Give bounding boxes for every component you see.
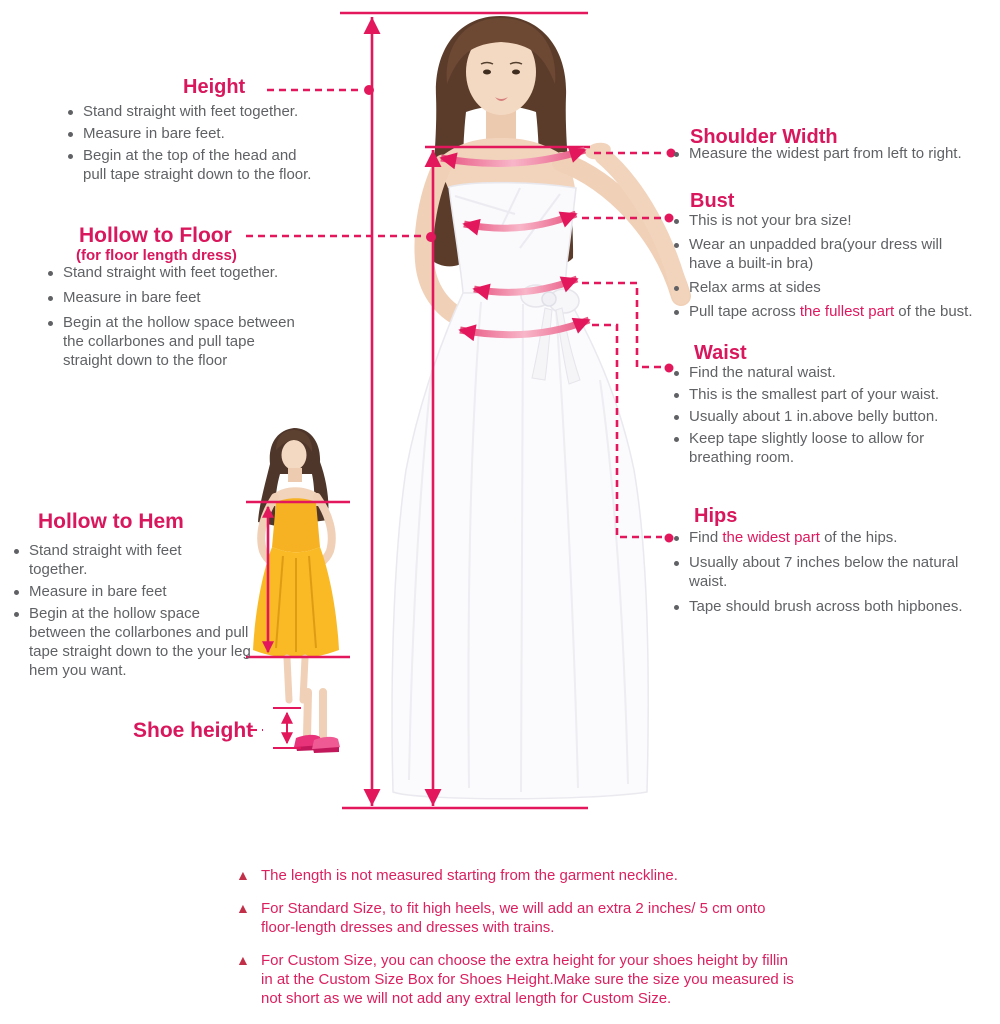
bullet-item: Stand straight with feet together.: [62, 102, 342, 121]
hips-band: [460, 320, 589, 335]
hollow-to-floor-title: Hollow to Floor: [79, 224, 232, 247]
hips-connector: [592, 325, 662, 537]
bullet-item: This is the smallest part of your waist.: [668, 385, 978, 404]
bullet-item: Measure the widest part from left to right.: [668, 144, 993, 163]
bullet-item: Stand straight with feet together.: [8, 541, 278, 579]
waist-title: Waist: [694, 342, 747, 364]
hollow-to-floor-bullets: [42, 263, 342, 376]
hollow-to-hem-title: Hollow to Hem: [38, 510, 184, 533]
shoulder-width-title: Shoulder Width: [690, 126, 838, 148]
note-item: ▲ For Custom Size, you can choose the extra height for your shoes height by fillin in at the Custom Size Box for Shoes Height.Make sure the size you measured is not short as we will not add any extral length for Custom Size.: [236, 951, 836, 1008]
shoe-height-title: Shoe height: [133, 719, 254, 742]
bust-band: [464, 214, 576, 228]
bullet-item: Begin at the hollow space between the collarbones and pull tape straight down to the floor: [42, 313, 342, 370]
bullet-item: Measure in bare feet.: [62, 124, 342, 143]
height-title: Height: [183, 76, 246, 98]
tape-bands: [441, 150, 589, 335]
hips-bullets: [668, 528, 983, 622]
note-item: ▲ The length is not measured starting from the garment neckline.: [236, 866, 836, 885]
bullet-item: Find the natural waist.: [668, 363, 978, 382]
hips-title: Hips: [694, 505, 738, 527]
bullet-item: Usually about 1 in.above belly button.: [668, 407, 978, 426]
model-figure: [392, 16, 681, 799]
bullet-item: Wear an unpadded bra(your dress will have a built-in bra): [668, 235, 993, 273]
shoulder-width-bullets: [668, 144, 993, 168]
connector-dots: [364, 85, 676, 543]
bullet-item: Pull tape across the fullest part of the bust.: [668, 302, 993, 321]
bullet-item: Measure in bare feet: [42, 288, 342, 307]
bullet-item: This is not your bra size!: [668, 211, 993, 230]
bust-title: Bust: [690, 190, 735, 212]
note-item: ▲ For Standard Size, to fit high heels, we will add an extra 2 inches/ 5 cm onto floor-length dresses and dresses with trains.: [236, 899, 836, 937]
bullet-item: Stand straight with feet together.: [42, 263, 342, 282]
bullet-item: Begin at the hollow space between the collarbones and pull tape straight down to the your leg hem you want.: [8, 604, 278, 680]
bullet-item: Relax arms at sides: [668, 278, 993, 297]
bullet-item: Find the widest part of the hips.: [668, 528, 983, 547]
bullet-item: Usually about 7 inches below the natural waist.: [668, 553, 983, 591]
notes-list: [236, 866, 836, 1022]
bullet-item: Begin at the top of the head and pull tape straight down to the floor.: [62, 146, 342, 184]
waist-connector: [582, 283, 662, 367]
waist-bullets: [668, 363, 978, 470]
bust-bullets: [668, 211, 993, 326]
hollow-to-hem-bullets: [8, 541, 278, 683]
bullet-item: Measure in bare feet: [8, 582, 278, 601]
shoulder-band: [441, 150, 585, 163]
bullet-item: Tape should brush across both hipbones.: [668, 597, 983, 616]
shoe-figure: [294, 692, 340, 753]
waist-band: [474, 279, 577, 292]
height-bullets: [62, 102, 342, 187]
bullet-item: Keep tape slightly loose to allow for breathing room.: [668, 429, 978, 467]
hollow-to-floor-subtitle: (for floor length dress): [76, 247, 237, 264]
